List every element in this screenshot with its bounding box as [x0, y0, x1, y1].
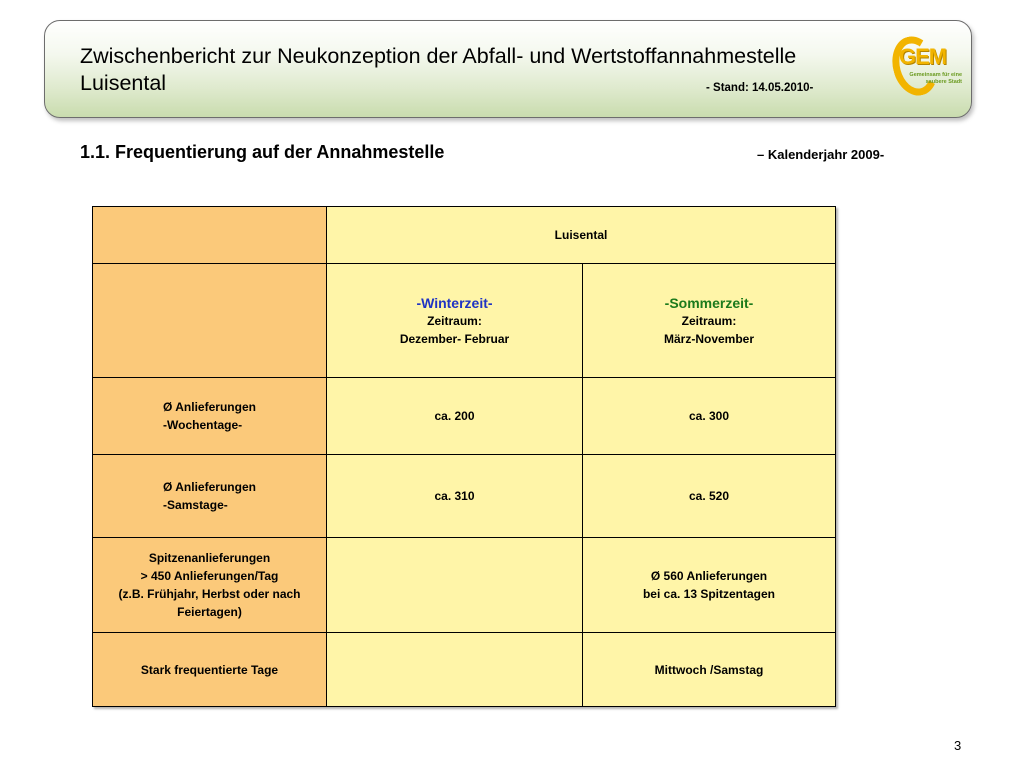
- peak-winter-value: [327, 538, 583, 633]
- summer-label: -Sommerzeit-: [664, 294, 754, 311]
- table-row: [93, 538, 836, 633]
- slide-title: Zwischenbericht zur Neukonzeption der Abfall- und Wertstoffannahmestelle: [80, 44, 797, 68]
- weekdays-label-cell: [93, 378, 327, 455]
- saturdays-summer-value: ca. 520: [583, 455, 836, 538]
- winter-period-label: Zeitraum:: [427, 313, 482, 328]
- weekdays-label-line2: -Wochentage-: [163, 418, 243, 432]
- table-row: [93, 207, 836, 264]
- busy-days-winter-value: [327, 633, 583, 707]
- page-number: 3: [954, 738, 962, 753]
- peak-label-line3: (z.B. Frühjahr, Herbst oder nach: [118, 587, 301, 601]
- table-row: [93, 455, 836, 538]
- busy-days-summer-value: Mittwoch /Samstag: [583, 633, 836, 707]
- weekdays-summer-value: ca. 300: [583, 378, 836, 455]
- busy-days-label: Stark frequentierte Tage: [93, 633, 327, 707]
- saturdays-label-line1: Ø Anlieferungen: [163, 480, 256, 494]
- table-row: [93, 633, 836, 707]
- table-corner-cell: [93, 207, 327, 264]
- summer-period-label: Zeitraum:: [681, 313, 737, 328]
- weekdays-winter-value: ca. 200: [327, 378, 583, 455]
- winter-header-cell: [327, 264, 583, 378]
- peak-label-line1: Spitzenanlieferungen: [148, 551, 271, 565]
- peak-label-cell: [93, 538, 327, 633]
- gem-logo: [885, 34, 960, 100]
- table-row: [93, 378, 836, 455]
- slide-title-location: Luisental: [80, 71, 167, 95]
- summer-period: März-November: [663, 331, 755, 346]
- saturdays-label-cell: [93, 455, 327, 538]
- peak-summer-line2: bei ca. 13 Spitzentagen: [642, 587, 776, 601]
- logo-tagline: [887, 72, 962, 86]
- table-empty-label-cell: [93, 264, 327, 378]
- logo-tagline-line1: Gemeinsam für eine: [909, 72, 962, 78]
- peak-summer-value: [583, 538, 836, 633]
- stand-date: - Stand: 14.05.2010-: [706, 82, 814, 94]
- saturdays-winter-value: ca. 310: [327, 455, 583, 538]
- logo-tagline-line2: saubere Stadt: [925, 79, 962, 85]
- table-row: [93, 264, 836, 378]
- winter-label: -Winterzeit-: [416, 294, 493, 311]
- peak-label-line4: Feiertagen): [177, 605, 242, 619]
- weekdays-label-line1: Ø Anlieferungen: [163, 400, 256, 414]
- peak-summer-line1: Ø 560 Anlieferungen: [650, 569, 768, 583]
- saturdays-label-line2: -Samstage-: [163, 498, 228, 512]
- logo-text: GEM: [899, 44, 947, 69]
- header-box: [44, 20, 972, 118]
- frequency-table: [92, 206, 836, 707]
- section-year: – Kalenderjahr 2009-: [757, 147, 885, 162]
- section-title: 1.1. Frequentierung auf der Annahmestelle: [80, 142, 445, 162]
- winter-period: Dezember- Februar: [399, 331, 510, 346]
- summer-header-cell: [583, 264, 836, 378]
- peak-label-line2: > 450 Anlieferungen/Tag: [140, 569, 279, 583]
- location-header: Luisental: [327, 207, 836, 264]
